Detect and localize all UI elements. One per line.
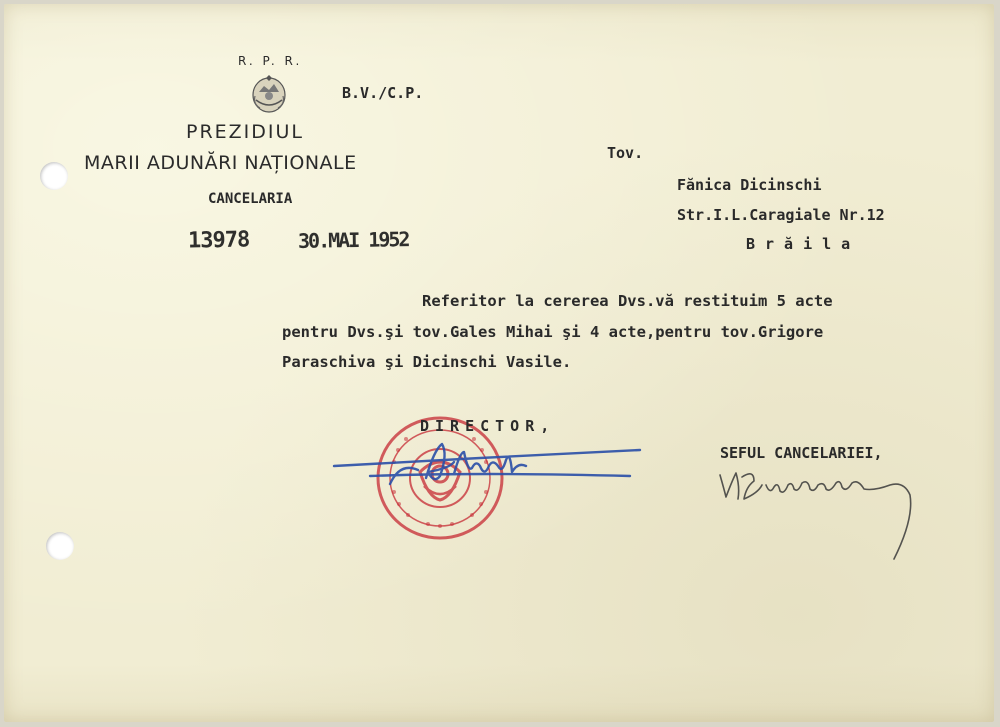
director-title: DIRECTOR, <box>420 417 556 435</box>
body-line-3: Paraschiva şi Dicinschi Vasile. <box>282 353 572 371</box>
body-line-1: Referitor la cererea Dvs.vă restituim 5 acte <box>422 292 833 310</box>
organization-line-1: PREZIDIUL <box>186 121 305 143</box>
registration-number-stamp: 13978 <box>187 227 250 254</box>
punch-hole-top <box>40 162 68 190</box>
punch-hole-bottom <box>46 532 74 560</box>
recipient-city: Brăila <box>746 235 861 253</box>
state-emblem-icon <box>250 74 288 114</box>
reference-code: B.V./C.P. <box>342 84 424 102</box>
recipient-salutation: Tov. <box>607 144 644 162</box>
recipient-name: Fănica Dicinschi <box>677 176 822 194</box>
director-signature-icon <box>330 432 650 502</box>
country-abbreviation: R. P. R. <box>238 54 303 68</box>
document-page <box>4 4 994 722</box>
department-name: CANCELARIA <box>208 191 293 207</box>
body-line-2: pentru Dvs.şi tov.Gales Mihai şi 4 acte,pentru tov.Grigore <box>282 323 824 341</box>
organization-line-2: MARII ADUNĂRI NAȚIONALE <box>84 152 357 174</box>
registration-date-stamp: 30.MAI 1952 <box>297 227 409 253</box>
recipient-street: Str.I.L.Caragiale Nr.12 <box>677 206 885 224</box>
chancellery-head-signature-icon <box>714 459 924 569</box>
chancellery-head-title: SEFUL CANCELARIEI, <box>720 444 883 462</box>
